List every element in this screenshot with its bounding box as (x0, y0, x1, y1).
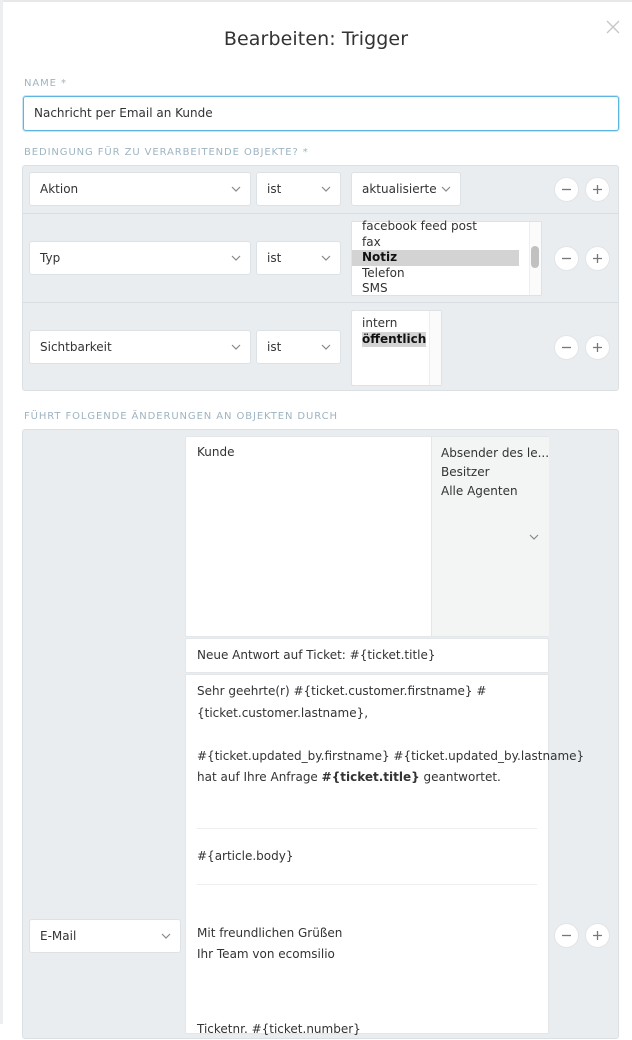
body-line: Ihr Team von ecomsilio (197, 944, 537, 966)
background-page-edge (0, 0, 3, 1024)
select-value: ist (267, 251, 281, 265)
recipient-multiselect[interactable] (185, 436, 549, 637)
add-condition-button[interactable] (585, 177, 610, 202)
select-value: Typ (40, 251, 60, 265)
condition-operator-select[interactable] (256, 172, 341, 206)
select-value: ist (267, 182, 281, 196)
condition-operator-select[interactable] (256, 241, 341, 275)
visibility-multiselect[interactable] (351, 310, 442, 386)
listbox-scrollbar[interactable] (429, 311, 441, 385)
body-line (197, 767, 537, 789)
body-text: hat auf Ihre Anfrage (197, 770, 322, 784)
body-line: Sehr geehrte(r) #{ticket.customer.firstname} # (197, 681, 537, 703)
conditions-label: BEDINGUNG FÜR ZU VERARBEITENDE OBJEKTE? * (24, 147, 309, 158)
chevron-down-icon (231, 343, 241, 351)
name-label: NAME * (24, 78, 67, 89)
select-value: Aktion (40, 182, 78, 196)
add-condition-button[interactable] (585, 246, 610, 271)
condition-attribute-select[interactable] (29, 330, 251, 364)
condition-row (23, 303, 618, 391)
option-telefon[interactable]: Telefon (352, 266, 541, 282)
select-value: ist (267, 340, 281, 354)
plus-icon (592, 930, 603, 941)
condition-attribute-select[interactable] (29, 241, 251, 275)
remove-condition-button[interactable] (554, 177, 579, 202)
chevron-down-icon[interactable] (529, 533, 539, 541)
recipient-chip-kunde[interactable]: Kunde (197, 445, 420, 459)
chevron-down-icon (441, 185, 451, 193)
chevron-down-icon (321, 185, 331, 193)
select-value: aktualisierte (362, 182, 437, 196)
option-sms[interactable]: SMS (352, 281, 541, 297)
option-intern[interactable]: intern (352, 316, 441, 332)
remove-condition-button[interactable] (554, 246, 579, 271)
type-multiselect[interactable] (351, 221, 542, 296)
option-fax[interactable]: fax (352, 235, 541, 251)
minus-icon (561, 930, 572, 941)
condition-row (23, 214, 618, 303)
recipient-option-owner[interactable]: Besitzer (441, 463, 540, 482)
listbox-scrollbar[interactable] (529, 222, 541, 295)
select-value: E-Mail (40, 929, 76, 943)
chevron-down-icon (321, 254, 331, 262)
scrollbar-thumb[interactable] (531, 246, 539, 268)
condition-row (23, 166, 618, 214)
option-notiz-selected[interactable]: Notiz (352, 250, 519, 266)
remove-condition-button[interactable] (554, 335, 579, 360)
email-subject-input[interactable]: Neue Antwort auf Ticket: #{ticket.title} (185, 638, 549, 673)
recipient-selected-list (186, 437, 431, 636)
email-body-editor[interactable] (185, 674, 549, 1034)
chevron-down-icon (161, 932, 171, 940)
body-line: #{article.body} (197, 846, 537, 868)
plus-icon (592, 184, 603, 195)
body-line: Mit freundlichen Grüßen (197, 923, 537, 945)
minus-icon (561, 184, 572, 195)
conditions-panel (22, 165, 619, 391)
chevron-down-icon (231, 254, 241, 262)
remove-action-button[interactable] (554, 923, 579, 948)
minus-icon (561, 253, 572, 264)
option-oeffentlich-selected[interactable]: öffentlich (362, 332, 426, 348)
recipient-option-all-agents[interactable]: Alle Agenten (441, 482, 540, 501)
minus-icon (561, 342, 572, 353)
chevron-down-icon (231, 185, 241, 193)
condition-value-select[interactable] (351, 172, 461, 206)
window-top-edge (0, 0, 632, 2)
body-bold-text: #{ticket.title} (322, 770, 420, 784)
modal-title: Bearbeiten: Trigger (0, 28, 632, 50)
name-input[interactable]: Nachricht per Email an Kunde (23, 96, 619, 131)
condition-attribute-select[interactable] (29, 172, 251, 206)
chevron-down-icon (321, 343, 331, 351)
plus-icon (592, 342, 603, 353)
option-facebook-feed-post[interactable]: facebook feed post (352, 219, 541, 235)
action-type-select[interactable] (29, 919, 181, 953)
recipient-option-sender[interactable]: Absender des le... (441, 444, 540, 463)
add-action-button[interactable] (585, 923, 610, 948)
body-text: geantwortet. (420, 770, 501, 784)
plus-icon (592, 253, 603, 264)
body-line: #{ticket.updated_by.firstname} #{ticket.updated_by.lastname} (197, 746, 537, 768)
actions-label: FÜHRT FOLGENDE ÄNDERUNGEN AN OBJEKTEN DURCH (24, 411, 338, 422)
condition-operator-select[interactable] (256, 330, 341, 364)
body-line: Ticketnr. #{ticket.number} (197, 1019, 537, 1040)
body-line: {ticket.customer.lastname}, (197, 703, 537, 725)
add-condition-button[interactable] (585, 335, 610, 360)
select-value: Sichtbarkeit (40, 340, 112, 354)
recipient-options-list (431, 437, 549, 636)
